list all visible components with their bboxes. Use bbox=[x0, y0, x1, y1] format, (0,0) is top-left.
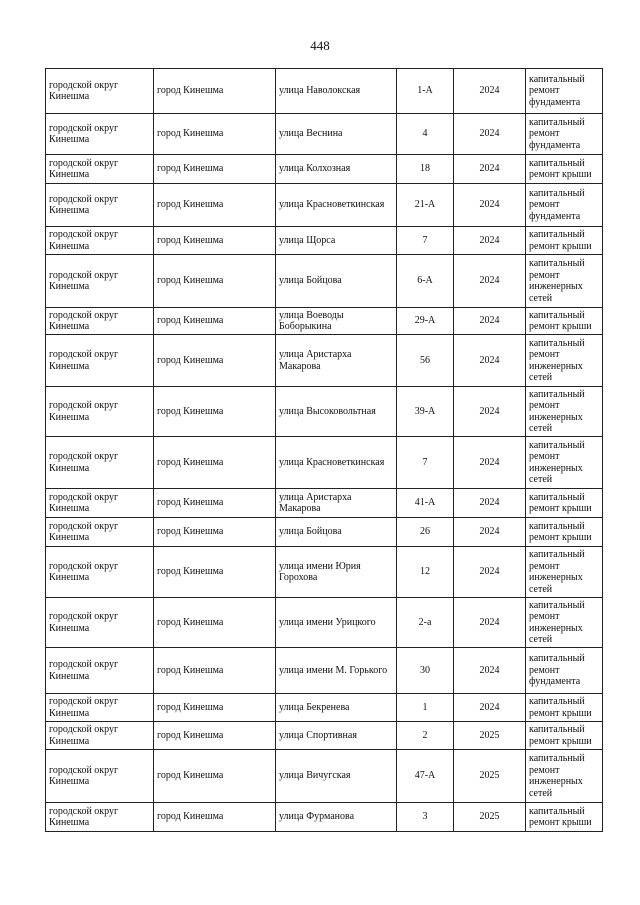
year-cell: 2024 bbox=[454, 255, 526, 308]
city-cell: город Кинешма bbox=[154, 114, 276, 155]
city-cell: город Кинешма bbox=[154, 227, 276, 255]
street-cell: улица Высоковольтная bbox=[276, 387, 397, 437]
year-cell: 2024 bbox=[454, 694, 526, 722]
table-row bbox=[46, 648, 603, 694]
district-cell: городской округ Кинешма bbox=[46, 648, 154, 694]
work-type-cell: капитальный ремонт инженерных сетей bbox=[526, 387, 603, 437]
district-cell: городской округ Кинешма bbox=[46, 387, 154, 437]
city-cell: город Кинешма bbox=[154, 255, 276, 308]
district-cell: городской округ Кинешма bbox=[46, 489, 154, 518]
table-row bbox=[46, 114, 603, 155]
house-number-cell: 2 bbox=[397, 722, 454, 750]
house-number-cell: 30 bbox=[397, 648, 454, 694]
work-type-cell: капитальный ремонт инженерных сетей bbox=[526, 255, 603, 308]
work-type-cell: капитальный ремонт крыши bbox=[526, 722, 603, 750]
table-row bbox=[46, 69, 603, 114]
work-type-cell: капитальный ремонт инженерных сетей bbox=[526, 335, 603, 387]
district-cell: городской округ Кинешма bbox=[46, 437, 154, 489]
table-row bbox=[46, 803, 603, 832]
work-type-cell: капитальный ремонт крыши bbox=[526, 518, 603, 547]
page-number: 448 bbox=[310, 38, 330, 53]
year-cell: 2024 bbox=[454, 437, 526, 489]
street-cell: улица Аристарха Макарова bbox=[276, 335, 397, 387]
table-row bbox=[46, 308, 603, 335]
district-cell: городской округ Кинешма bbox=[46, 750, 154, 803]
table-row bbox=[46, 489, 603, 518]
street-cell: улица Вичугская bbox=[276, 750, 397, 803]
year-cell: 2024 bbox=[454, 155, 526, 184]
house-number-cell: 1-А bbox=[397, 69, 454, 114]
work-type-cell: капитальный ремонт инженерных сетей bbox=[526, 750, 603, 803]
city-cell: город Кинешма bbox=[154, 694, 276, 722]
table-row bbox=[46, 227, 603, 255]
house-number-cell: 7 bbox=[397, 227, 454, 255]
work-type-cell: капитальный ремонт фундамента bbox=[526, 648, 603, 694]
house-number-cell: 18 bbox=[397, 155, 454, 184]
table-row bbox=[46, 694, 603, 722]
house-number-cell: 4 bbox=[397, 114, 454, 155]
street-cell: улица Бойцова bbox=[276, 518, 397, 547]
street-cell: улица Спортивная bbox=[276, 722, 397, 750]
city-cell: город Кинешма bbox=[154, 184, 276, 227]
district-cell: городской округ Кинешма bbox=[46, 69, 154, 114]
street-cell: улица имени Урицкого bbox=[276, 598, 397, 648]
city-cell: город Кинешма bbox=[154, 308, 276, 335]
table-row bbox=[46, 155, 603, 184]
house-number-cell: 29-А bbox=[397, 308, 454, 335]
district-cell: городской округ Кинешма bbox=[46, 518, 154, 547]
district-cell: городской округ Кинешма bbox=[46, 803, 154, 832]
city-cell: город Кинешма bbox=[154, 750, 276, 803]
table-row bbox=[46, 335, 603, 387]
work-type-cell: капитальный ремонт крыши bbox=[526, 227, 603, 255]
house-number-cell: 7 bbox=[397, 437, 454, 489]
house-number-cell: 41-А bbox=[397, 489, 454, 518]
table-row bbox=[46, 387, 603, 437]
table-row bbox=[46, 722, 603, 750]
house-number-cell: 2-а bbox=[397, 598, 454, 648]
district-cell: городской округ Кинешма bbox=[46, 308, 154, 335]
work-type-cell: капитальный ремонт инженерных сетей bbox=[526, 547, 603, 598]
city-cell: город Кинешма bbox=[154, 335, 276, 387]
year-cell: 2025 bbox=[454, 803, 526, 832]
year-cell: 2025 bbox=[454, 750, 526, 803]
work-type-cell: капитальный ремонт крыши bbox=[526, 694, 603, 722]
year-cell: 2024 bbox=[454, 489, 526, 518]
street-cell: улица Красноветкинская bbox=[276, 184, 397, 227]
work-type-cell: капитальный ремонт крыши bbox=[526, 155, 603, 184]
house-number-cell: 21-А bbox=[397, 184, 454, 227]
street-cell: улица Щорса bbox=[276, 227, 397, 255]
district-cell: городской округ Кинешма bbox=[46, 114, 154, 155]
street-cell: улица Веснина bbox=[276, 114, 397, 155]
table-row bbox=[46, 598, 603, 648]
table-row bbox=[46, 750, 603, 803]
district-cell: городской округ Кинешма bbox=[46, 155, 154, 184]
year-cell: 2024 bbox=[454, 648, 526, 694]
house-number-cell: 47-А bbox=[397, 750, 454, 803]
house-number-cell: 56 bbox=[397, 335, 454, 387]
repair-schedule-table bbox=[45, 68, 603, 832]
street-cell: улица имени Юрия Горохова bbox=[276, 547, 397, 598]
year-cell: 2024 bbox=[454, 547, 526, 598]
city-cell: город Кинешма bbox=[154, 437, 276, 489]
work-type-cell: капитальный ремонт крыши bbox=[526, 803, 603, 832]
year-cell: 2024 bbox=[454, 308, 526, 335]
year-cell: 2024 bbox=[454, 227, 526, 255]
district-cell: городской округ Кинешма bbox=[46, 722, 154, 750]
table-row bbox=[46, 184, 603, 227]
street-cell: улица Наволокская bbox=[276, 69, 397, 114]
work-type-cell: капитальный ремонт фундамента bbox=[526, 114, 603, 155]
table-row bbox=[46, 547, 603, 598]
street-cell: улица имени М. Горького bbox=[276, 648, 397, 694]
work-type-cell: капитальный ремонт инженерных сетей bbox=[526, 598, 603, 648]
year-cell: 2024 bbox=[454, 335, 526, 387]
city-cell: город Кинешма bbox=[154, 489, 276, 518]
city-cell: город Кинешма bbox=[154, 547, 276, 598]
table-body bbox=[46, 69, 603, 832]
table-row bbox=[46, 518, 603, 547]
year-cell: 2024 bbox=[454, 387, 526, 437]
year-cell: 2024 bbox=[454, 69, 526, 114]
year-cell: 2025 bbox=[454, 722, 526, 750]
house-number-cell: 6-А bbox=[397, 255, 454, 308]
work-type-cell: капитальный ремонт фундамента bbox=[526, 69, 603, 114]
work-type-cell: капитальный ремонт крыши bbox=[526, 489, 603, 518]
city-cell: город Кинешма bbox=[154, 387, 276, 437]
house-number-cell: 39-А bbox=[397, 387, 454, 437]
district-cell: городской округ Кинешма bbox=[46, 184, 154, 227]
street-cell: улица Воеводы Боборыкина bbox=[276, 308, 397, 335]
street-cell: улица Красноветкинская bbox=[276, 437, 397, 489]
city-cell: город Кинешма bbox=[154, 155, 276, 184]
street-cell: улица Бекренева bbox=[276, 694, 397, 722]
city-cell: город Кинешма bbox=[154, 648, 276, 694]
year-cell: 2024 bbox=[454, 114, 526, 155]
house-number-cell: 26 bbox=[397, 518, 454, 547]
street-cell: улица Колхозная bbox=[276, 155, 397, 184]
work-type-cell: капитальный ремонт фундамента bbox=[526, 184, 603, 227]
table-row bbox=[46, 255, 603, 308]
year-cell: 2024 bbox=[454, 184, 526, 227]
house-number-cell: 1 bbox=[397, 694, 454, 722]
street-cell: улица Аристарха Макарова bbox=[276, 489, 397, 518]
street-cell: улица Фурманова bbox=[276, 803, 397, 832]
city-cell: город Кинешма bbox=[154, 69, 276, 114]
table-row bbox=[46, 437, 603, 489]
city-cell: город Кинешма bbox=[154, 518, 276, 547]
district-cell: городской округ Кинешма bbox=[46, 547, 154, 598]
year-cell: 2024 bbox=[454, 598, 526, 648]
work-type-cell: капитальный ремонт инженерных сетей bbox=[526, 437, 603, 489]
district-cell: городской округ Кинешма bbox=[46, 227, 154, 255]
district-cell: городской округ Кинешма bbox=[46, 335, 154, 387]
city-cell: город Кинешма bbox=[154, 598, 276, 648]
city-cell: город Кинешма bbox=[154, 803, 276, 832]
street-cell: улица Бойцова bbox=[276, 255, 397, 308]
district-cell: городской округ Кинешма bbox=[46, 255, 154, 308]
house-number-cell: 12 bbox=[397, 547, 454, 598]
city-cell: город Кинешма bbox=[154, 722, 276, 750]
year-cell: 2024 bbox=[454, 518, 526, 547]
work-type-cell: капитальный ремонт крыши bbox=[526, 308, 603, 335]
district-cell: городской округ Кинешма bbox=[46, 694, 154, 722]
house-number-cell: 3 bbox=[397, 803, 454, 832]
district-cell: городской округ Кинешма bbox=[46, 598, 154, 648]
